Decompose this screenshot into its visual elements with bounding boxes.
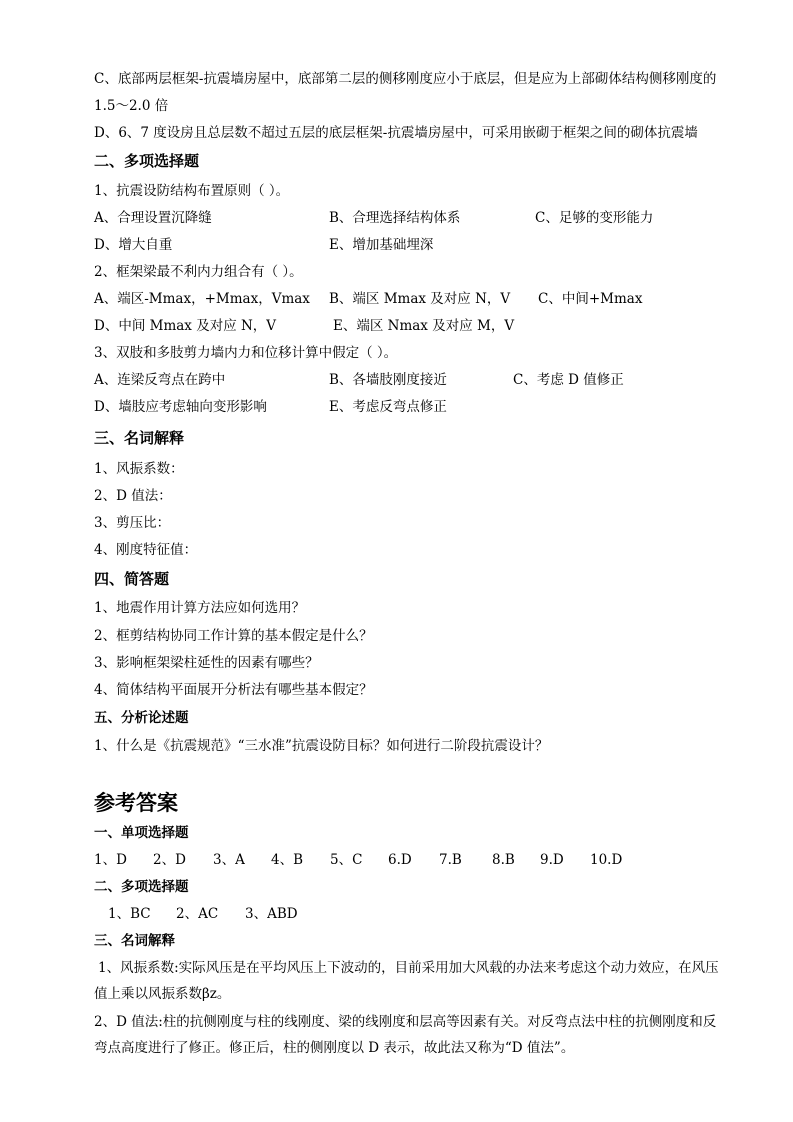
option-a: A、合理设置沉降缝	[94, 210, 212, 226]
answer-item: 6.D	[388, 852, 412, 868]
section-title-terms: 三、名词解释	[94, 429, 185, 447]
answer-item: 1、D	[94, 852, 127, 868]
option-a: A、连梁反弯点在跨中	[94, 372, 226, 388]
option-b: B、合理选择结构体系	[329, 210, 461, 226]
option-e: E、考虑反弯点修正	[329, 399, 447, 415]
answer-item: 1、BC	[108, 906, 151, 922]
section-title-short-answer: 四、简答题	[94, 570, 170, 588]
option-c-line2: 1.5～2.0 倍	[94, 98, 169, 114]
question-stem: 3、双肢和多肢剪力墙内力和位移计算中假定（ ）。	[94, 345, 398, 361]
answers-terms-title: 三、名词解释	[94, 933, 175, 949]
answer-item: 2、AC	[176, 906, 219, 922]
answer-item: 3、ABD	[245, 906, 298, 922]
answers-multi-title: 二、多项选择题	[94, 879, 189, 895]
answer-term-line: 弯点高度进行了修正。修正后，柱的侧刚度以 D 表示，故此法又称为“D 值法”。	[94, 1040, 575, 1056]
option-e: E、增加基础埋深	[329, 237, 434, 253]
option-b: B、端区 Mmax 及对应 N，V	[329, 291, 511, 307]
section-title-essay: 五、分析论述题	[94, 710, 189, 726]
answer-item: 10.D	[590, 852, 623, 868]
option-b: B、各墙肢刚度接近	[329, 372, 447, 388]
answers-single-title: 一、单项选择题	[94, 825, 189, 841]
list-item: 3、剪压比：	[94, 515, 171, 531]
list-item: 4、刚度特征值：	[94, 542, 198, 558]
option-c: C、考虑 D 值修正	[513, 372, 624, 388]
option-a: A、端区-Mmax，+Mmax，Vmax	[94, 291, 310, 307]
list-item: 2、D 值法：	[94, 488, 172, 504]
answer-item: 5、C	[330, 852, 363, 868]
answer-item: 3、A	[213, 852, 245, 868]
answer-item: 4、B	[271, 852, 304, 868]
answer-item: 9.D	[540, 852, 564, 868]
option-d: D、增大自重	[94, 237, 173, 253]
question-stem: 1、抗震设防结构布置原则（ ）。	[94, 183, 290, 199]
answer-item: 2、D	[153, 852, 186, 868]
option-d: D、中间 Mmax 及对应 N，V	[94, 318, 277, 334]
answer-term-line: 1、风振系数:实际风压是在平均风压上下波动的，目前采用加大风载的办法来考虑这个动力效应，在风压	[98, 960, 719, 976]
list-item: 3、影响框架梁柱延性的因素有哪些？	[94, 655, 319, 671]
question-stem: 2、框架梁最不利内力组合有（ ）。	[94, 264, 303, 280]
answer-term-line: 值上乘以风振系数βz。	[94, 986, 231, 1002]
option-c: C、中间+Mmax	[538, 291, 643, 307]
option-d: D、墙肢应考虑轴向变形影响	[94, 399, 267, 415]
list-item: 1、地震作用计算方法应如何选用？	[94, 600, 306, 616]
list-item: 4、简体结构平面展开分析法有哪些基本假定？	[94, 682, 373, 698]
section-title-multiple-choice: 二、多项选择题	[94, 152, 200, 170]
option-d-line: D、6、7 度设房且总层数不超过五层的底层框架-抗震墙房屋中，可采用嵌砌于框架之间的砌体抗震墙	[94, 125, 698, 141]
answers-title: 参考答案	[94, 791, 178, 815]
option-c: C、足够的变形能力	[535, 210, 654, 226]
option-e: E、端区 Nmax 及对应 M，V	[333, 318, 515, 334]
list-item: 1、风振系数：	[94, 461, 184, 477]
list-item: 2、框剪结构协同工作计算的基本假定是什么？	[94, 628, 373, 644]
answer-item: 7.B	[439, 852, 462, 868]
answer-term-line: 2、D 值法:柱的抗侧刚度与柱的线刚度、梁的线刚度和层高等因素有关。对反弯点法中柱的抗侧刚度和反	[94, 1014, 717, 1030]
answer-item: 8.B	[492, 852, 515, 868]
list-item: 1、什么是《抗震规范》“三水准”抗震设防目标？如何进行二阶段抗震设计？	[94, 738, 549, 754]
option-c-line1: C、底部两层框架-抗震墙房屋中，底部第二层的侧移刚度应小于底层，但是应为上部砌体结构侧移刚度的	[94, 71, 717, 87]
